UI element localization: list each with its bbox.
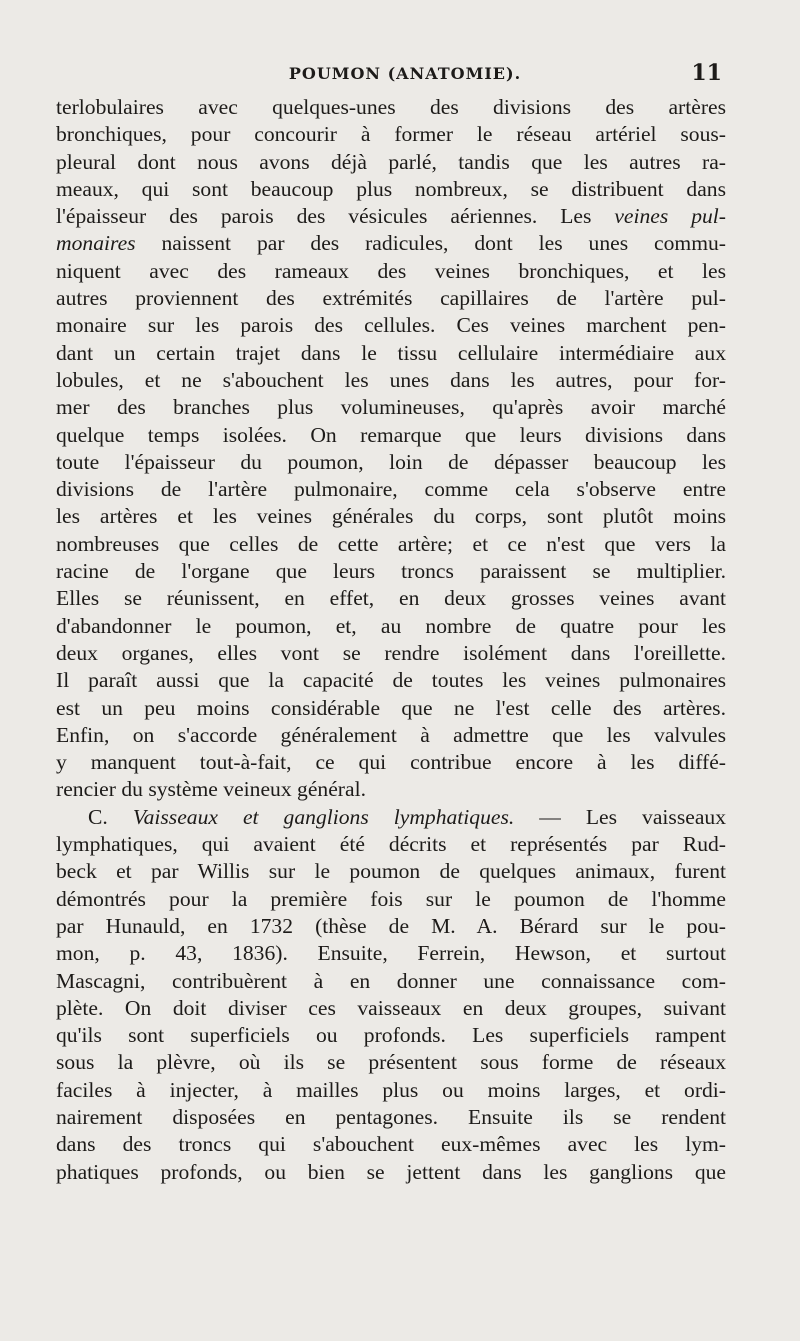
text-run: les artères et les veines générales du corps, sont plutôt moins [56,504,726,529]
text-line [56,968,726,995]
text-line [56,531,726,558]
text-run: quelque temps isolées. On remarque que leurs divisions dans [56,422,726,447]
text-line [56,340,726,367]
text-run: faciles à injecter, à mailles plus ou moins larges, et ordi- [56,1077,726,1102]
text-run: Enfin, on s'accorde généralement à admettre que les valvules [56,722,726,747]
text-line [56,776,726,803]
text-line [56,285,726,312]
text-line [56,230,726,257]
text-run: divisions de l'artère pulmonaire, comme cela s'observe entre [56,477,726,502]
text-run: racine de l'organe que leurs troncs paraissent se multiplier. [56,559,726,584]
text-line [56,1049,726,1076]
text-run: y manquent tout-à-fait, ce qui contribue encore à les diffé- [56,750,726,775]
text-line [56,476,726,503]
page-number: 11 [691,60,722,86]
text-run: Il paraît aussi que la capacité de toutes les veines pulmonaires [56,668,726,693]
text-run: autres proviennent des extrémités capillaires de l'artère pul- [56,286,726,311]
text-line [56,1077,726,1104]
text-line [56,585,726,612]
text-line [56,913,726,940]
text-line [56,394,726,421]
text-line [56,1159,726,1186]
text-run: bronchiques, pour concourir à former le réseau artériel sous- [56,122,726,147]
text-run: dans des troncs qui s'abouchent eux-mêmes avec les lym- [56,1132,726,1157]
text-line [56,695,726,722]
text-run: naissent par des radicules, dont les unes commu- [135,231,726,256]
text-line [56,1104,726,1131]
text-line [56,667,726,694]
page-header [0,58,800,88]
text-line [56,258,726,285]
text-run: beck et par Willis sur le poumon de quelques animaux, furent [56,859,726,884]
text-run: d'abandonner le poumon, et, au nombre de quatre pour les [56,613,726,638]
text-line [56,558,726,585]
text-run: sous la plèvre, où ils se présentent sous forme de réseaux [56,1050,726,1075]
text-run: C. [88,804,133,829]
text-line [56,613,726,640]
text-run: mer des branches plus volumineuses, qu'après avoir marché [56,395,726,420]
italic-text: monaires [56,231,136,256]
text-run: toute l'épaisseur du poumon, loin de dépasser beaucoup les [56,449,726,474]
body-text [56,94,726,1186]
text-run: par Hunauld, en 1732 (thèse de M. A. Bérard sur le pou- [56,913,726,938]
text-line [56,121,726,148]
text-line [56,449,726,476]
text-line [56,149,726,176]
text-line [56,1022,726,1049]
text-run: terlobulaires avec quelques-unes des divisions des artères [56,95,726,119]
text-run: Mascagni, contribuèrent à en donner une connaissance com- [56,968,726,993]
text-run: démontrés pour la première fois sur le poumon de l'homme [56,886,726,911]
text-run: lymphatiques, qui avaient été décrits et représentés par Rud- [56,832,726,857]
italic-text: veines pul- [614,204,726,229]
text-line [56,203,726,230]
text-line [56,503,726,530]
text-line [56,422,726,449]
text-run: dant un certain trajet dans le tissu cellulaire intermédiaire aux [56,340,726,365]
text-line [56,858,726,885]
text-run: niquent avec des rameaux des veines bronchiques, et les [56,258,726,283]
text-line [56,1131,726,1158]
text-run: — Les vaisseaux [514,804,726,829]
text-line [56,640,726,667]
text-run: nairement disposées en pentagones. Ensuite ils se rendent [56,1104,726,1129]
text-line [56,831,726,858]
text-run: deux organes, elles vont se rendre isolément dans l'oreillette. [56,640,726,665]
text-line [56,940,726,967]
text-run: rencier du système veineux général. [56,777,366,802]
text-run: est un peu moins considérable que ne l'est celle des artères. [56,695,726,720]
running-title: POUMON (ANATOMIE). [288,64,522,83]
text-line [56,94,726,121]
text-run: l'épaisseur des parois des vésicules aériennes. Les [56,204,615,229]
text-run: qu'ils sont superficiels ou profonds. Les superficiels rampent [56,1023,726,1048]
text-run: nombreuses que celles de cette artère; et ce n'est que vers la [56,531,726,556]
text-line [56,176,726,203]
text-run: meaux, qui sont beaucoup plus nombreux, se distribuent dans [56,176,726,201]
italic-text: Vaisseaux et ganglions lymphatiques. [132,804,515,829]
text-line [56,886,726,913]
text-line [56,312,726,339]
text-line [56,722,726,749]
text-line [56,749,726,776]
text-run: phatiques profonds, ou bien se jettent dans les ganglions que [56,1159,726,1184]
text-run: pleural dont nous avons déjà parlé, tandis que les autres ra- [56,149,726,174]
text-line [56,995,726,1022]
text-line [56,804,726,831]
text-run: mon, p. 43, 1836). Ensuite, Ferrein, Hewson, et surtout [56,941,726,966]
text-run: plète. On doit diviser ces vaisseaux en deux groupes, suivant [56,995,726,1020]
text-line [56,367,726,394]
text-run: monaire sur les parois des cellules. Ces veines marchent pen- [56,313,726,338]
text-run: Elles se réunissent, en effet, en deux grosses veines avant [56,586,726,611]
text-run: lobules, et ne s'abouchent les unes dans les autres, pour for- [56,367,726,392]
